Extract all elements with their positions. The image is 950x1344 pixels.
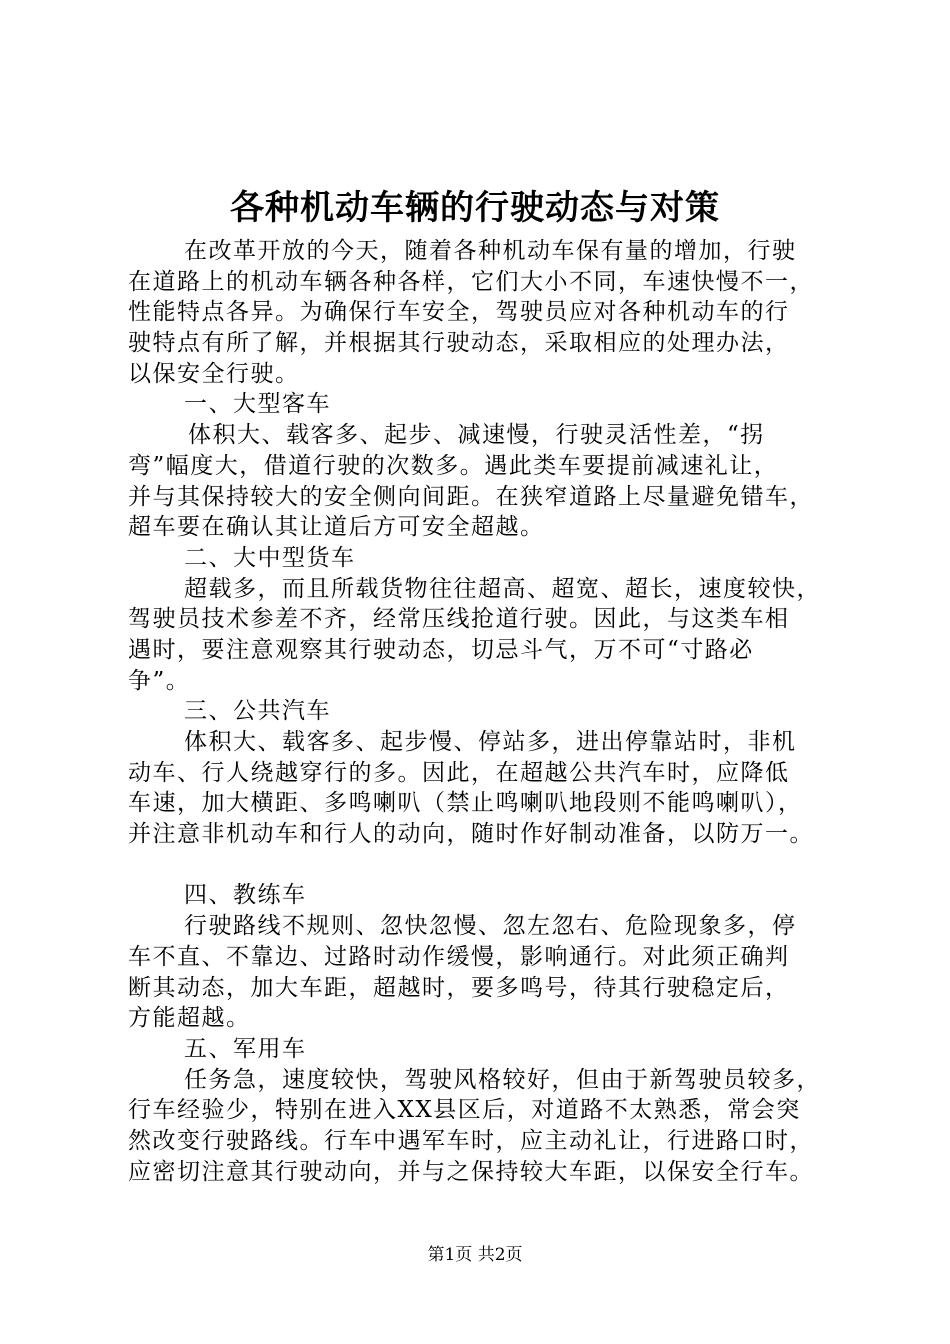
section-paragraph-line: 体积大、载客多、起步慢、停站多，进出停靠站时，非机 xyxy=(184,729,797,755)
document-title: 各种机动车辆的行驶动态与对策 xyxy=(230,188,720,228)
section-paragraph-line: 驾驶员技术参差不齐，经常压线抢道行驶。因此，与这类车相 xyxy=(128,606,790,633)
intro-paragraph-line: 性能特点各异。为确保行车安全，驾驶员应对各种机动车的行 xyxy=(128,299,790,326)
section-paragraph-line: 行驶路线不规则、忽快忽慢、忽左忽右、危险现象多，停 xyxy=(184,913,797,940)
section-heading-training-car: 四、教练车 xyxy=(184,882,307,909)
section-paragraph-line: 并与其保持较大的安全侧向间距。在狭窄道路上尽量避免错车， xyxy=(128,483,814,510)
section-paragraph-line: 并注意非机动车和行人的动向，随时作好制动准备，以防万一。 xyxy=(128,821,814,848)
section-paragraph-line: 车不直、不靠边、过路时动作缓慢，影响通行。对此须正确判 xyxy=(128,943,790,970)
intro-paragraph-line: 以保安全行驶。 xyxy=(128,360,300,387)
section-paragraph-line: 遇时，要注意观察其行驶动态，切忌斗气，万不可“寸路必 xyxy=(128,636,754,663)
intro-paragraph-line: 在改革开放的今天，随着各种机动车保有量的增加，行驶 xyxy=(184,238,797,264)
page-footer: 第1页 共2页 xyxy=(427,1245,523,1265)
section-paragraph-line: 行车经验少，特别在进入XX县区后，对道路不太熟悉，常会突 xyxy=(128,1097,801,1124)
section-paragraph-line: 任务急，速度较快，驾驶风格较好，但由于新驾驶员较多， xyxy=(184,1066,821,1093)
intro-paragraph-line: 驶特点有所了解，并根据其行驶动态，采取相应的处理办法， xyxy=(128,330,790,357)
section-paragraph-line: 方能超越。 xyxy=(128,1005,251,1032)
section-heading-truck: 二、大中型货车 xyxy=(184,544,356,571)
blank-line xyxy=(128,850,840,881)
section-heading-public-bus: 三、公共汽车 xyxy=(184,698,331,725)
section-paragraph-line: 然改变行驶路线。行车中遇军车时，应主动礼让，行进路口时， xyxy=(128,1127,814,1154)
section-paragraph-line: 体积大、载客多、起步、减速慢，行驶灵活性差，“拐 xyxy=(188,422,765,449)
section-paragraph-line: 断其动态，加大车距，超越时，要多鸣号，待其行驶稳定后， xyxy=(128,974,790,1001)
section-heading-military-vehicle: 五、军用车 xyxy=(184,1035,307,1062)
intro-paragraph-line: 在道路上的机动车辆各种各样，它们大小不同，车速快慢不一， xyxy=(128,268,814,295)
section-paragraph-line: 弯”幅度大，借道行驶的次数多。遇此类车要提前减速礼让， xyxy=(128,452,779,479)
section-paragraph-line: 车速，加大横距、多鸣喇叭（禁止鸣喇叭地段则不能鸣喇叭）， xyxy=(128,790,803,817)
document-body xyxy=(128,236,840,1187)
section-paragraph-line: 应密切注意其行驶动向，并与之保持较大车距，以保安全行车。 xyxy=(128,1158,814,1185)
section-paragraph-line: 动车、行人绕越穿行的多。因此，在超越公共汽车时，应降低 xyxy=(128,759,790,786)
section-heading-bus: 一、大型客车 xyxy=(184,391,331,418)
section-paragraph-line: 超车要在确认其让道后方可安全超越。 xyxy=(128,514,545,541)
section-paragraph-line: 争”。 xyxy=(128,667,191,694)
section-paragraph-line: 超载多，而且所载货物往往超高、超宽、超长，速度较快， xyxy=(184,575,821,602)
